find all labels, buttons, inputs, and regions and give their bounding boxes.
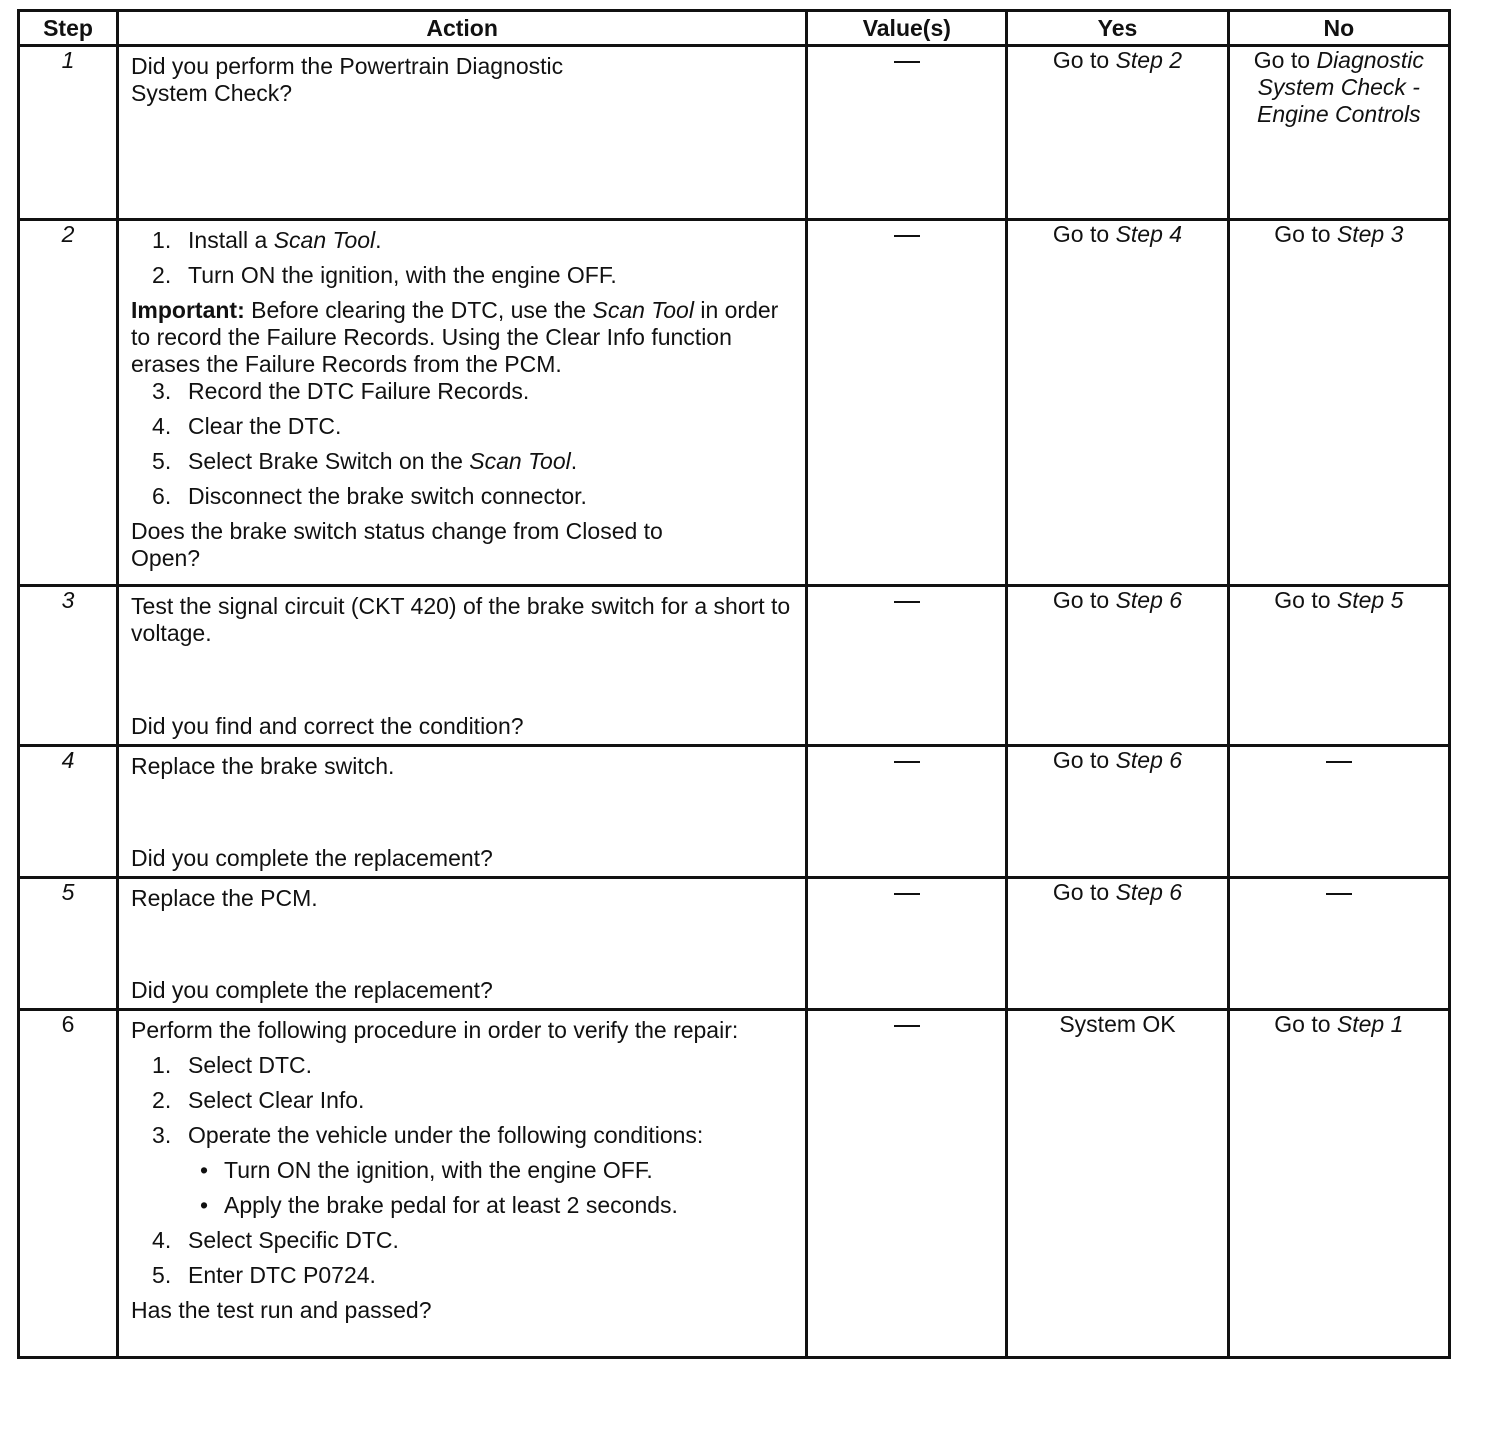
list-item — [131, 1122, 793, 1219]
action-cell — [118, 878, 807, 1010]
empty-dash — [894, 893, 920, 895]
list-item — [131, 262, 793, 289]
no-link[interactable]: Step 5 — [1336, 587, 1404, 613]
action-cell — [118, 46, 807, 220]
table-row — [19, 878, 1450, 1010]
yes-cell — [1007, 220, 1228, 586]
action-text: Test the signal circuit (CKT 420) of the brake switch for a short to voltage. — [131, 593, 791, 646]
list-item — [131, 1262, 793, 1289]
value-cell — [807, 878, 1007, 1010]
header-row — [19, 11, 1450, 46]
item-text: Select Clear Info. — [188, 1087, 365, 1113]
value-cell — [807, 1010, 1007, 1358]
item-text-end: . — [375, 227, 382, 253]
empty-dash — [894, 235, 920, 237]
item-text: Install a — [188, 227, 274, 253]
no-cell — [1228, 586, 1449, 746]
header-action: Action — [118, 11, 807, 46]
item-text: Select Specific DTC. — [188, 1227, 399, 1253]
item-number: 6. — [152, 483, 172, 509]
no-cell — [1228, 46, 1449, 220]
important-note — [131, 297, 793, 378]
yes-cell — [1007, 1010, 1228, 1358]
action-text: Perform the following procedure in order to verify the repair: — [131, 1017, 739, 1043]
no-cell — [1228, 878, 1449, 1010]
empty-dash — [894, 61, 920, 63]
step-number: 4 — [19, 746, 118, 878]
diagnostic-table — [17, 9, 1451, 1359]
empty-dash — [1326, 761, 1352, 763]
list-item — [131, 1052, 793, 1079]
action-text: Did you perform the Powertrain Diagnostic System Check? — [131, 53, 564, 106]
item-emphasis: Scan Tool — [469, 448, 571, 474]
item-text: Disconnect the brake switch connector. — [188, 483, 587, 509]
item-number: 1. — [152, 227, 172, 253]
value-cell — [807, 220, 1007, 586]
bullet-item: • Turn ON the ignition, with the engine OFF. — [188, 1157, 793, 1184]
header-no: No — [1228, 11, 1449, 46]
important-label: Important: — [131, 297, 245, 323]
empty-dash — [894, 601, 920, 603]
yes-prefix: Go to — [1052, 221, 1116, 247]
yes-cell — [1007, 586, 1228, 746]
yes-link[interactable]: Step 4 — [1115, 221, 1183, 247]
yes-prefix: Go to — [1052, 587, 1116, 613]
yes-link[interactable]: Step 6 — [1115, 587, 1183, 613]
header-step: Step — [19, 11, 118, 46]
item-number: 2. — [152, 262, 172, 288]
action-cell — [118, 746, 807, 878]
no-prefix: Go to — [1274, 587, 1337, 613]
item-number: 2. — [152, 1087, 172, 1113]
item-text-end: . — [570, 448, 578, 474]
no-prefix: Go to — [1253, 47, 1317, 73]
action-cell — [118, 586, 807, 746]
value-cell — [807, 586, 1007, 746]
action-cell — [118, 220, 807, 586]
action-question: Did you complete the replacement? — [131, 977, 493, 1003]
no-link[interactable]: Step 1 — [1336, 1011, 1404, 1037]
bullet-item: • Apply the brake pedal for at least 2 seconds. — [188, 1192, 793, 1219]
list-item — [131, 1087, 793, 1114]
yes-prefix: Go to — [1052, 879, 1116, 905]
item-text: Clear the DTC. — [188, 413, 342, 439]
action-text: Replace the PCM. — [131, 885, 318, 911]
item-number: 4. — [152, 413, 172, 439]
action-question: Does the brake switch status change from Closed to Open? — [131, 518, 663, 571]
value-cell — [807, 46, 1007, 220]
yes-link[interactable]: Step 6 — [1115, 879, 1183, 905]
yes-text: System OK — [1059, 1011, 1176, 1037]
empty-dash — [894, 1025, 920, 1027]
list-item — [131, 378, 793, 405]
yes-cell — [1007, 878, 1228, 1010]
header-values: Value(s) — [807, 11, 1007, 46]
item-number: 5. — [152, 448, 172, 474]
yes-link[interactable]: Step 2 — [1115, 47, 1183, 73]
step-number: 1 — [19, 46, 118, 220]
table-row — [19, 586, 1450, 746]
note-text-end: in order to record the Failure Records. Using the Clear Info function erases the Failure Records from the PCM. — [131, 297, 779, 377]
table-row — [19, 1010, 1450, 1358]
no-prefix: Go to — [1274, 1011, 1337, 1037]
no-link[interactable]: Step 3 — [1336, 221, 1404, 247]
value-cell — [807, 746, 1007, 878]
no-prefix: Go to — [1274, 221, 1337, 247]
step-number: 5 — [19, 878, 118, 1010]
item-text: Turn ON the ignition, with the engine OFF. — [188, 262, 617, 288]
item-number: 1. — [152, 1052, 172, 1078]
item-number: 5. — [152, 1262, 172, 1288]
list-item — [131, 413, 793, 440]
header-yes: Yes — [1007, 11, 1228, 46]
note-emphasis: Scan Tool — [592, 297, 694, 323]
step-number: 6 — [19, 1010, 118, 1358]
item-text: Operate the vehicle under the following conditions: — [188, 1122, 704, 1148]
yes-link[interactable]: Step 6 — [1115, 747, 1183, 773]
yes-prefix: Go to — [1052, 747, 1116, 773]
step-number: 3 — [19, 586, 118, 746]
action-question: Did you find and correct the condition? — [131, 713, 524, 739]
table-row — [19, 46, 1450, 220]
action-cell — [118, 1010, 807, 1358]
table-row — [19, 746, 1450, 878]
no-link-line-1[interactable]: Diagnostic — [1316, 47, 1424, 73]
list-item — [131, 1227, 793, 1254]
list-item — [131, 448, 793, 475]
no-cell — [1228, 1010, 1449, 1358]
list-item — [131, 227, 793, 254]
note-text: Before clearing the DTC, use the — [244, 297, 593, 323]
item-number: 3. — [152, 1122, 172, 1148]
empty-dash — [894, 761, 920, 763]
item-number: 4. — [152, 1227, 172, 1253]
yes-cell — [1007, 46, 1228, 220]
no-link-line-3[interactable]: Engine Controls — [1257, 101, 1421, 127]
no-link-line-2[interactable]: System Check - — [1257, 74, 1420, 100]
step-number: 2 — [19, 220, 118, 586]
action-text: Replace the brake switch. — [131, 753, 395, 779]
item-text: Select Brake Switch on the — [188, 448, 470, 474]
yes-cell — [1007, 746, 1228, 878]
no-cell — [1228, 746, 1449, 878]
empty-dash — [1326, 893, 1352, 895]
action-question: Did you complete the replacement? — [131, 845, 493, 871]
item-text: Record the DTC Failure Records. — [188, 378, 530, 404]
item-emphasis: Scan Tool — [273, 227, 376, 253]
action-question: Has the test run and passed? — [131, 1297, 432, 1323]
yes-prefix: Go to — [1052, 47, 1116, 73]
list-item — [131, 483, 793, 510]
item-number: 3. — [152, 378, 172, 404]
no-cell — [1228, 220, 1449, 586]
item-text: Enter DTC P0724. — [188, 1262, 376, 1288]
table-row — [19, 220, 1450, 586]
item-text: Select DTC. — [188, 1052, 313, 1078]
